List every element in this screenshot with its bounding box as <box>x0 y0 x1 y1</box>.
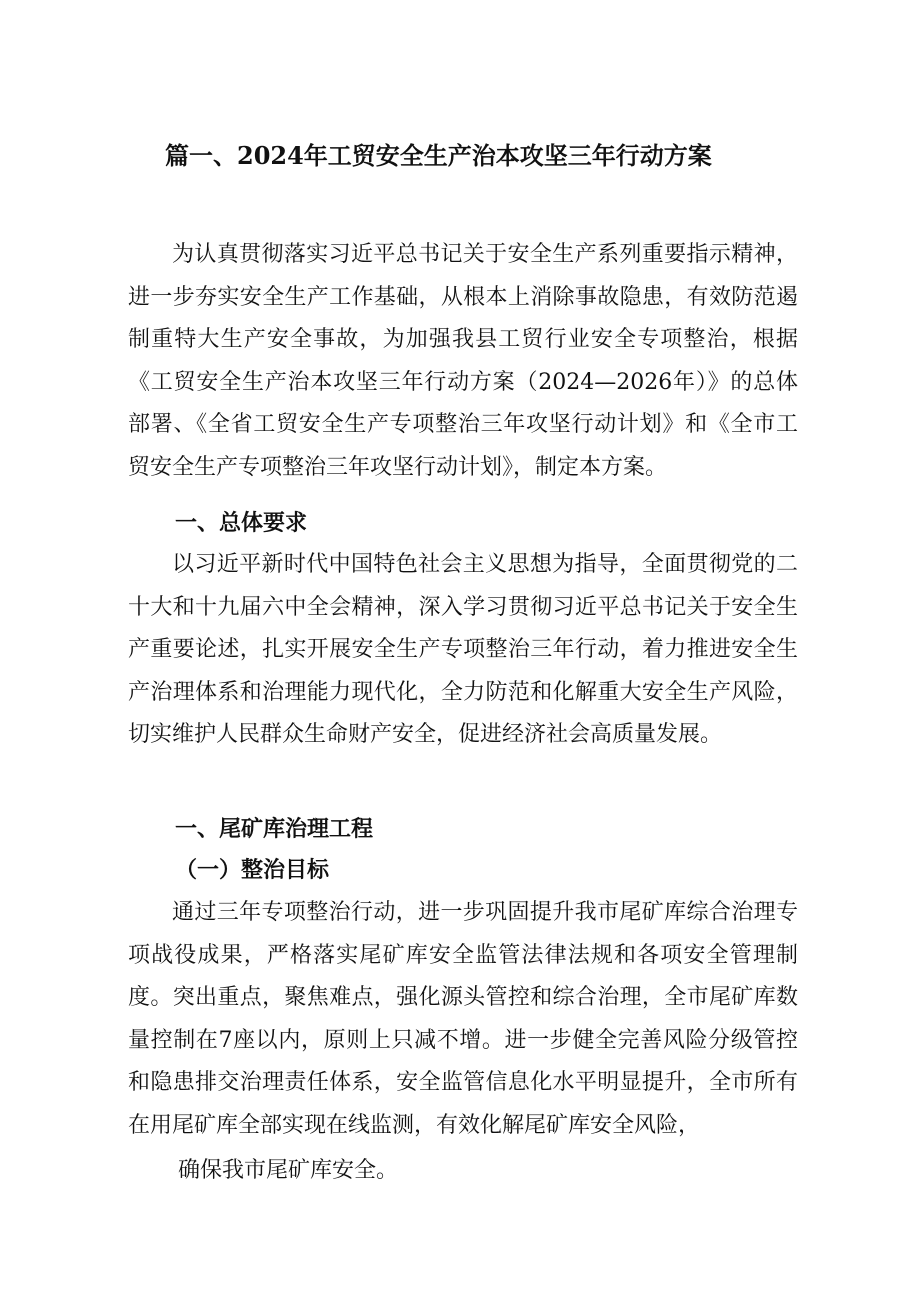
section-heading-overall-requirements: 一、总体要求 <box>175 510 308 536</box>
section-heading-tailings-project: 一、尾矿库治理工程 <box>175 816 374 842</box>
overall-requirements-paragraph: 以习近平新时代中国特色社会主义思想为指导，全面贯彻党的二十大和十九届六中全会精神，深入学习贯彻习近平总书记关于安全生产重要论述，扎实开展安全生产专项整治三年行动，着力推进安全生产治理体系和治理能力现代化，全力防范和化解重大安全生产风险，切实维护人民群众生命财产安全，促进经济社会高质量发展。 <box>128 552 798 748</box>
document-title: 篇一、2024年工贸安全生产治本攻坚三年行动方案 <box>165 141 712 170</box>
intro-paragraph: 为认真贯彻落实习近平总书记关于安全生产系列重要指示精神，进一步夯实安全生产工作基础，从根本上消除事故隐患，有效防范遏制重特大生产安全事故，为加强我县工贸行业安全专项整治，根据《工贸安全生产治本攻坚三年行动方案（2024—2026年）》的总体部署、《全省工贸安全生产专项整治三年攻坚行动计划》和《全市工贸安全生产专项整治三年攻坚行动计划》，制定本方案。 <box>128 242 798 480</box>
subsection-heading-goals: （一）整治目标 <box>175 857 330 883</box>
goals-paragraph-tail: 确保我市尾矿库安全。 <box>178 1158 399 1183</box>
goals-paragraph: 通过三年专项整治行动，进一步巩固提升我市尾矿库综合治理专项战役成果，严格落实尾矿库安全监管法律法规和各项安全管理制度。突出重点，聚焦难点，强化源头管控和综合治理，全市尾矿库数量控制在7座以内，原则上只减不增。进一步健全完善风险分级管控和隐患排交治理责任体系，安全监管信息化水平明显提升，全市所有在用尾矿库全部实现在线监测，有效化解尾矿库安全风险， <box>128 900 798 1138</box>
